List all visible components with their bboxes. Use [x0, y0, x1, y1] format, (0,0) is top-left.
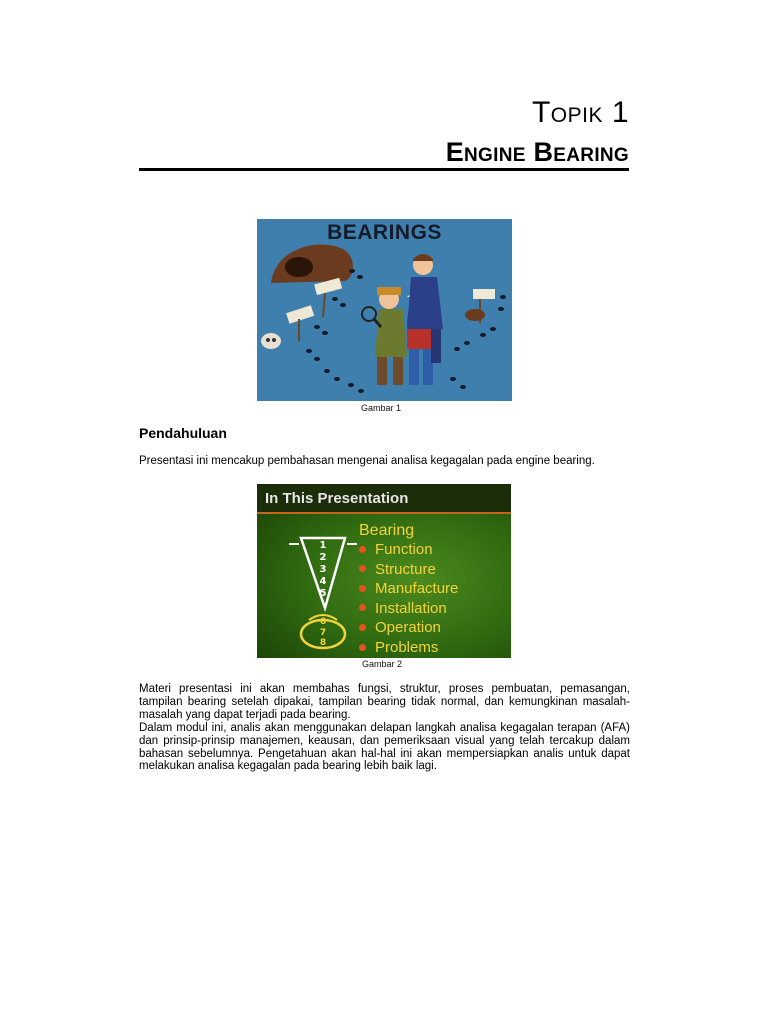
body-text	[139, 683, 630, 773]
slide-list-heading: Bearing	[359, 522, 415, 539]
bullet-icon	[359, 585, 366, 592]
section-heading: Pendahuluan	[139, 425, 227, 441]
intro-paragraph: Presentasi ini mencakup pembahasan mengenai analisa kegagalan pada engine bearing.	[139, 455, 595, 467]
list-item	[359, 560, 458, 580]
topic-number: 1	[611, 96, 629, 129]
bullet-icon	[359, 565, 366, 572]
list-item	[359, 618, 458, 638]
svg-text:1: 1	[319, 540, 327, 551]
page-title: Engine Bearing	[445, 137, 629, 167]
svg-text:7: 7	[319, 628, 327, 638]
svg-text:4: 4	[319, 576, 327, 587]
body-paragraph-2: Dalam modul ini, analis akan menggunakan delapan langkah analisa kegagalan terapan (AFA) dan prinsip-prinsip manajemen, keausan, dan pemeriksaan visual yang telah tercakup dalam bahasan sebelumnya. Pengetahuan akan hal-hal ini akan mempersiapkan analis untuk dapat melakukan analisa kegagalan pada bearing lebih baik lagi.	[139, 721, 630, 773]
list-item	[359, 599, 458, 619]
list-item-label: Function	[375, 541, 433, 558]
title-rule	[139, 168, 629, 171]
svg-text:2: 2	[319, 552, 327, 563]
title-block	[446, 96, 629, 170]
svg-text:3: 3	[319, 564, 327, 575]
bullet-icon	[359, 546, 366, 553]
topic-label	[446, 96, 629, 130]
body-paragraph-1: Materi presentasi ini akan membahas fungsi, struktur, proses pembuatan, pemasangan, tampilan bearing setelah dipakai, tampilan bearing tidak normal, dan kemungkinan masalah-masalah yang dapat terjadi pada bearing.	[139, 683, 630, 721]
topic-word: Topik	[531, 96, 603, 129]
svg-text:6: 6	[319, 617, 327, 627]
list-item	[359, 638, 458, 658]
list-item	[359, 540, 458, 560]
slide-title: In This Presentation	[265, 490, 409, 507]
figure-2-caption: Gambar 2	[362, 659, 403, 669]
list-item-label: Installation	[375, 599, 447, 617]
bullet-icon	[359, 644, 366, 651]
list-item-label: Problems	[375, 638, 439, 656]
bullet-icon	[359, 604, 366, 611]
list-item-label: Structure	[375, 560, 436, 578]
bullet-icon	[359, 624, 366, 631]
figure-1-caption: Gambar 1	[361, 403, 402, 413]
svg-text:5: 5	[319, 588, 327, 599]
slide-topic-list	[359, 540, 458, 658]
figure-2-slide	[257, 484, 511, 658]
list-item-label: Operation	[375, 619, 441, 637]
slide-header-bar	[257, 512, 511, 514]
list-item	[359, 579, 458, 599]
figure-1-image	[257, 219, 512, 401]
list-item-label: Manufacture	[375, 580, 459, 598]
bearings-illustration	[257, 219, 512, 401]
svg-text:8: 8	[319, 638, 327, 648]
figure-1-title: BEARINGS	[327, 221, 442, 244]
